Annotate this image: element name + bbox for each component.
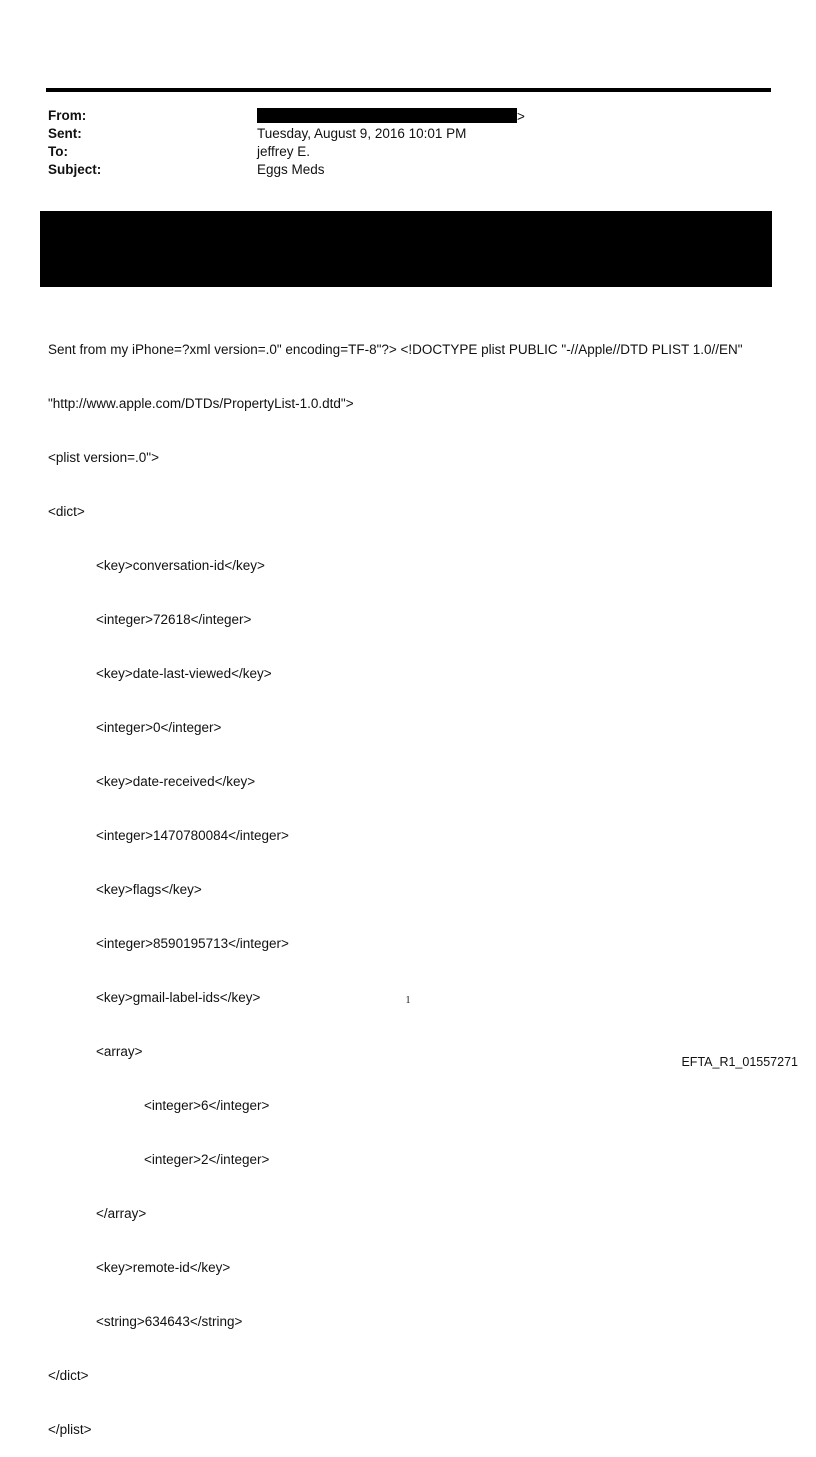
redaction-bar xyxy=(257,108,517,123)
body-line: <key>remote-id</key> xyxy=(96,1260,231,1275)
body-line: <integer>2</integer> xyxy=(144,1152,270,1167)
body-line: <key>flags</key> xyxy=(96,882,202,897)
body-line: <string>634643</string> xyxy=(96,1314,243,1329)
body-line: <key>gmail-label-ids</key> xyxy=(96,990,261,1005)
sent-row xyxy=(48,125,768,143)
body-line: <array> xyxy=(96,1044,143,1059)
body-line: </plist> xyxy=(48,1422,92,1437)
header-rule xyxy=(46,88,771,92)
body-line: Sent from my iPhone=?xml version=.0" encoding=TF-8"?> <!DOCTYPE plist PUBLIC "-//Apple//DTD PLIST 1.0//EN" xyxy=(48,342,743,357)
sent-label: Sent: xyxy=(48,126,82,141)
body-line: <integer>1470780084</integer> xyxy=(96,828,289,843)
body-line: <integer>0</integer> xyxy=(96,720,222,735)
body-line: <integer>6</integer> xyxy=(144,1098,270,1113)
from-label: From: xyxy=(48,108,87,123)
body-line: <integer>8590195713</integer> xyxy=(96,936,289,951)
body-line: "http://www.apple.com/DTDs/PropertyList-1.0.dtd"> xyxy=(48,396,354,411)
from-value xyxy=(257,107,525,126)
body-line: <key>date-received</key> xyxy=(96,774,256,789)
to-row xyxy=(48,143,768,161)
body-line: </array> xyxy=(96,1206,147,1221)
body-line: <dict> xyxy=(48,504,85,519)
message-body xyxy=(48,305,778,1457)
document-id: EFTA_R1_01557271 xyxy=(681,1055,798,1069)
subject-row xyxy=(48,161,768,179)
to-value: jeffrey E. xyxy=(257,144,311,159)
sent-value: Tuesday, August 9, 2016 10:01 PM xyxy=(257,126,467,141)
body-line: <key>date-last-viewed</key> xyxy=(96,666,272,681)
redaction-block xyxy=(40,211,772,287)
from-suffix: > xyxy=(517,109,525,124)
from-row xyxy=(48,107,768,125)
page-number: 1 xyxy=(405,995,411,1006)
body-line: </dict> xyxy=(48,1368,89,1383)
body-line: <integer>72618</integer> xyxy=(96,612,252,627)
subject-label: Subject: xyxy=(48,162,102,177)
subject-value: Eggs Meds xyxy=(257,162,325,177)
to-label: To: xyxy=(48,144,68,159)
body-line: <plist version=.0"> xyxy=(48,450,159,465)
email-header xyxy=(48,107,768,179)
body-line: <key>conversation-id</key> xyxy=(96,558,265,573)
